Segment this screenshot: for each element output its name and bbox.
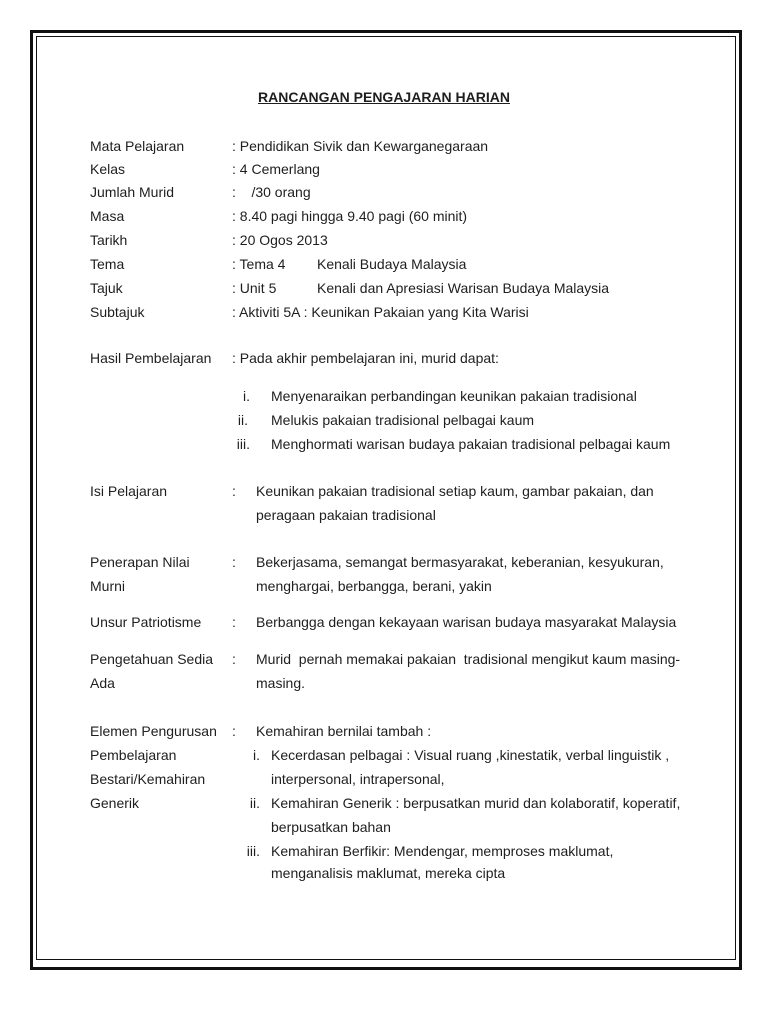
label-jumlah-murid: Jumlah Murid	[90, 184, 175, 200]
nilai-line-1: Bekerjasama, semangat bermasyarakat, keberanian, kesyukuran,	[256, 554, 664, 570]
isi-line-2: peragaan pakaian tradisional	[256, 507, 436, 523]
value-tarikh: : 20 Ogos 2013	[232, 232, 328, 248]
hasil-num-3: iii.	[236, 436, 250, 452]
patriotisme-line: Berbangga dengan kekayaan warisan budaya masyarakat Malaysia	[256, 614, 677, 630]
label-patriotisme: Unsur Patriotisme	[90, 614, 202, 630]
colon: :	[232, 723, 236, 739]
sedia-ada-line-2: masing.	[256, 675, 306, 691]
hasil-item-1: Menyenaraikan perbandingan keunikan pakaian tradisional	[271, 388, 637, 404]
elemen-intro: Kemahiran bernilai tambah :	[256, 723, 432, 739]
value-jumlah-murid: : /30 orang	[232, 184, 311, 200]
hasil-item-2: Melukis pakaian tradisional pelbagai kaum	[271, 412, 535, 428]
value-subtajuk: : Aktiviti 5A : Keunikan Pakaian yang Kita Warisi	[232, 304, 529, 320]
label-elemen-4: Generik	[90, 795, 140, 811]
label-isi: Isi Pelajaran	[90, 483, 168, 499]
label-tajuk: Tajuk	[90, 280, 123, 296]
label-hasil: Hasil Pembelajaran	[90, 350, 212, 366]
label-masa: Masa	[90, 208, 125, 224]
elemen-item-1-line-2: interpersonal, intrapersonal,	[271, 771, 445, 787]
label-sedia-ada-2: Ada	[90, 675, 115, 691]
label-kelas: Kelas	[90, 161, 126, 177]
label-elemen-1: Elemen Pengurusan	[90, 723, 217, 739]
elemen-item-1-line-1: Kecerdasan pelbagai : Visual ruang ,kinestatik, verbal linguistik ,	[271, 747, 670, 763]
elemen-item-3-line-2: menganalisis maklumat, mereka cipta	[271, 865, 506, 881]
label-nilai-2: Murni	[90, 578, 126, 594]
label-mata-pelajaran: Mata Pelajaran	[90, 138, 185, 154]
value-tema-title: Kenali Budaya Malaysia	[317, 256, 467, 272]
value-masa: : 8.40 pagi hingga 9.40 pagi (60 minit)	[232, 208, 468, 224]
label-elemen-2: Pembelajaran	[90, 747, 177, 763]
label-subtajuk: Subtajuk	[90, 304, 145, 320]
isi-line-1: Keunikan pakaian tradisional setiap kaum, gambar pakaian, dan	[256, 483, 654, 499]
elemen-item-3-line-1: Kemahiran Berfikir: Mendengar, memproses maklumat,	[271, 843, 614, 859]
label-tarikh: Tarikh	[90, 232, 128, 248]
elemen-num-1: i.	[253, 747, 260, 763]
colon: :	[232, 614, 236, 630]
label-nilai-1: Penerapan Nilai	[90, 554, 190, 570]
hasil-num-2: ii.	[237, 412, 248, 428]
sedia-ada-line-1: Murid pernah memakai pakaian tradisional mengikut kaum masing-	[256, 651, 681, 667]
document-title: RANCANGAN PENGAJARAN HARIAN	[257, 89, 510, 105]
label-sedia-ada-1: Pengetahuan Sedia	[90, 651, 213, 667]
value-tajuk-title: Kenali dan Apresiasi Warisan Budaya Malaysia	[317, 280, 610, 296]
value-mata-pelajaran: : Pendidikan Sivik dan Kewarganegaraan	[232, 138, 489, 154]
hasil-intro: : Pada akhir pembelajaran ini, murid dapat:	[232, 350, 499, 366]
label-elemen-3: Bestari/Kemahiran	[90, 771, 206, 787]
nilai-line-2: menghargai, berbangga, berani, yakin	[256, 578, 492, 594]
elemen-num-2: ii.	[249, 795, 260, 811]
hasil-num-1: i.	[243, 388, 250, 404]
hasil-item-3: Menghormati warisan budaya pakaian tradisional pelbagai kaum	[271, 436, 671, 452]
elemen-item-2-line-2: berpusatkan bahan	[271, 819, 391, 835]
value-tema: : Tema 4	[232, 256, 286, 272]
colon: :	[232, 483, 236, 499]
value-kelas: : 4 Cemerlang	[232, 161, 320, 177]
colon: :	[232, 651, 236, 667]
elemen-num-3: iii.	[246, 843, 260, 859]
colon: :	[232, 554, 236, 570]
value-tajuk: : Unit 5	[232, 280, 277, 296]
elemen-item-2-line-1: Kemahiran Generik : berpusatkan murid dan kolaboratif, koperatif,	[271, 795, 681, 811]
label-tema: Tema	[90, 256, 125, 272]
